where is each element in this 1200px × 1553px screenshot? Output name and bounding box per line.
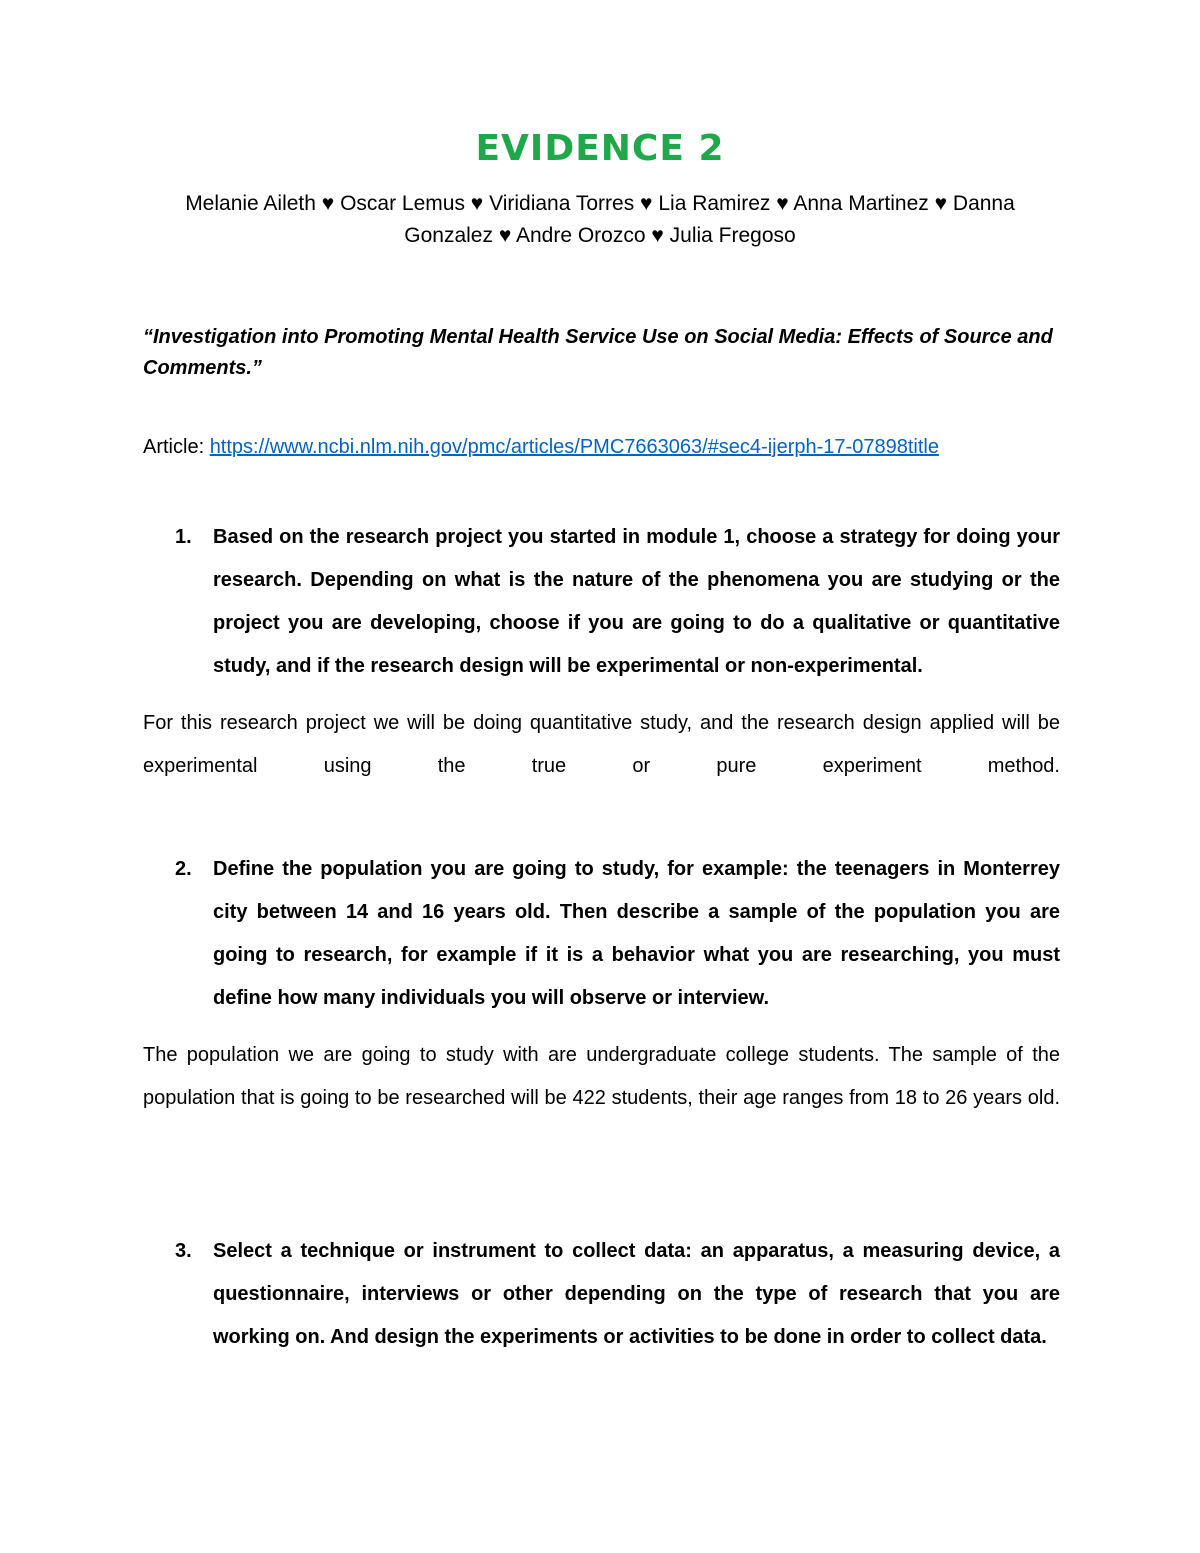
answer-1: For this research project we will be doing quantitative study, and the research design applied will be experimental using the true or pure experiment method. [143,712,1060,777]
article-reference [143,432,939,462]
question-text: Define the population you are going to study, for example: the teenagers in Monterrey city between 14 and 16 years old. Then describe a sample of the population you are going to research, for example if it is a behavior what you are researching, you must define how many individuals you will observe or interview. [213,858,1060,1009]
article-link[interactable]: https://www.ncbi.nlm.nih.gov/pmc/articles/PMC7663063/#sec4-ijerph-17-07898title [209,436,939,458]
answer-2: The population we are going to study with are undergraduate college students. The sample of the population that is going to be researched will be 422 students, their age ranges from 18 to 26 years old. [143,1044,1060,1109]
question-text: Select a technique or instrument to collect data: an apparatus, a measuring device, a questionnaire, interviews or other depending on the type of research that you are working on. And design the experiments or activities to be done in order to collect data. [213,1240,1060,1348]
document-title: EVIDENCE 2 [475,128,725,169]
question-3 [143,1230,1060,1359]
author-list [140,188,1060,252]
question-1 [143,516,1060,688]
question-text: Based on the research project you started in module 1, choose a strategy for doing your research. Depending on what is the nature of the phenomena you are studying or the project you are developing, choose if you are going to do a qualitative or quantitative study, and if the research design will be experimental or non-experimental. [213,526,1060,677]
article-label: Article: [143,436,210,458]
article-title: “Investigation into Promoting Mental Health Service Use on Social Media: Effects of Source and Comments.” [143,326,1053,379]
question-2 [143,848,1060,1020]
question-number: 3. [175,1240,192,1262]
question-number: 1. [175,526,192,548]
authors-line-1: Melanie Aileth ♥ Oscar Lemus ♥ Viridiana Torres ♥ Lia Ramirez ♥ Anna Martinez ♥ Danna [185,192,1015,215]
authors-line-2: Gonzalez ♥ Andre Orozco ♥ Julia Fregoso [404,224,796,247]
question-number: 2. [175,858,192,880]
